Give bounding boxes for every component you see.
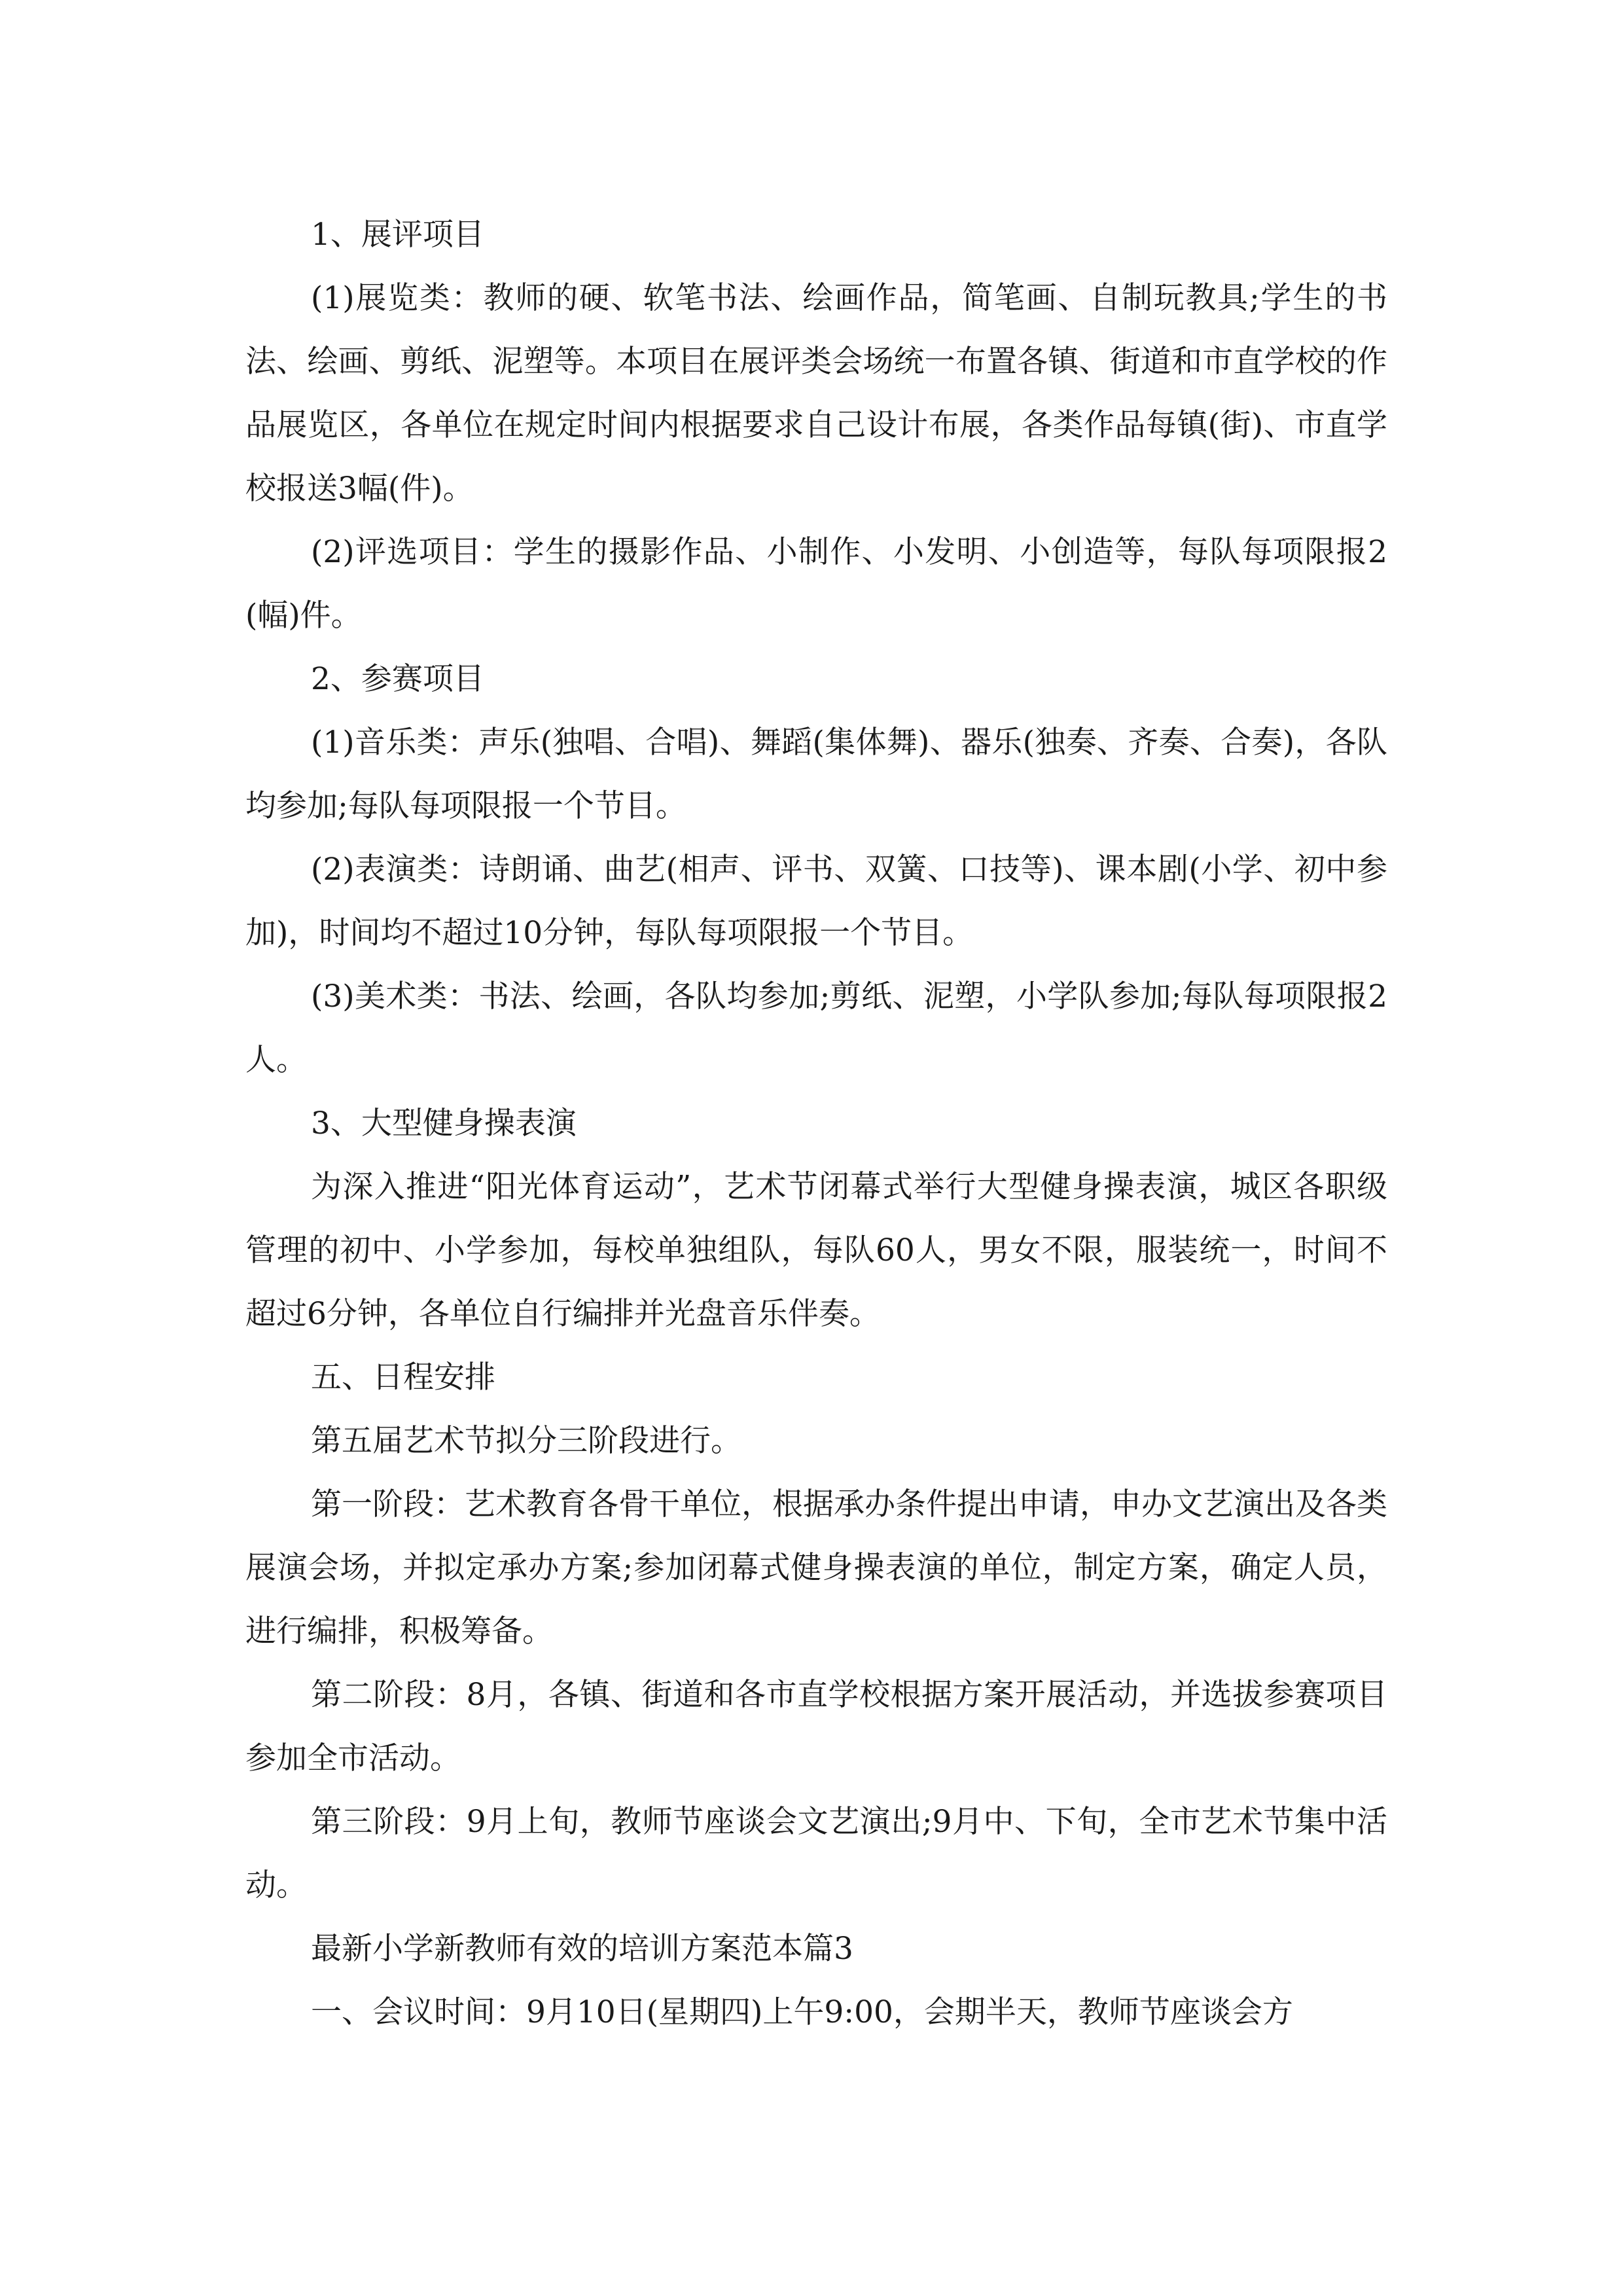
heading-schedule: 五、日程安排 [311, 1359, 495, 1395]
paragraph-music-category: (1)音乐类：声乐(独唱、合唱)、舞蹈(集体舞)、器乐(独奏、齐奏、合奏)，各队均参加;每队每项限报一个节目。 [245, 725, 1387, 824]
heading-competition-items: 2、参赛项目 [311, 661, 484, 697]
paragraph-performance-category: (2)表演类：诗朗诵、曲艺(相声、评书、双簧、口技等)、课本剧(小学、初中参加)，时间均不超过10分钟，每队每项限报一个节目。 [245, 852, 1387, 951]
paragraph-fitness-show: 为深入推进“阳光体育运动”，艺术节闭幕式举行大型健身操表演，城区各职级管理的初中、小学参加，每校单独组队，每队60人，男女不限，服装统一，时间不超过6分钟，各单位自行编排并光盘音乐伴奏。 [245, 1169, 1387, 1332]
heading-section-three: 最新小学新教师有效的培训方案范本篇3 [311, 1931, 853, 1967]
heading-fitness-show: 3、大型健身操表演 [311, 1105, 577, 1141]
paragraph-stage-one: 第一阶段：艺术教育各骨干单位，根据承办条件提出申请，申办文艺演出及各类展演会场，并拟定承办方案;参加闭幕式健身操表演的单位，制定方案，确定人员，进行编排，积极筹备。 [245, 1486, 1387, 1649]
paragraph-schedule-intro: 第五届艺术节拟分三阶段进行。 [311, 1423, 741, 1459]
paragraph-meeting-time: 一、会议时间：9月10日(星期四)上午9:00，会期半天，教师节座谈会方 [311, 1994, 1293, 2030]
document-body [245, 203, 1387, 2044]
paragraph-exhibition-category: (1)展览类：教师的硬、软笔书法、绘画作品，简笔画、自制玩教具;学生的书法、绘画、剪纸、泥塑等。本项目在展评类会场统一布置各镇、街道和市直学校的作品展览区，各单位在规定时间内根据要求自己设计布展，各类作品每镇(街)、市直学校报送3幅(件)。 [245, 280, 1387, 507]
heading-exhibition-items: 1、展评项目 [311, 217, 484, 253]
paragraph-stage-three: 第三阶段：9月上旬，教师节座谈会文艺演出;9月中、下旬，全市艺术节集中活动。 [245, 1804, 1387, 1903]
paragraph-art-category: (3)美术类：书法、绘画，各队均参加;剪纸、泥塑，小学队参加;每队每项限报2人。 [245, 978, 1387, 1078]
paragraph-selection-items: (2)评选项目：学生的摄影作品、小制作、小发明、小创造等，每队每项限报2(幅)件。 [245, 534, 1387, 634]
paragraph-stage-two: 第二阶段：8月，各镇、街道和各市直学校根据方案开展活动，并选拔参赛项目参加全市活动。 [245, 1677, 1387, 1776]
